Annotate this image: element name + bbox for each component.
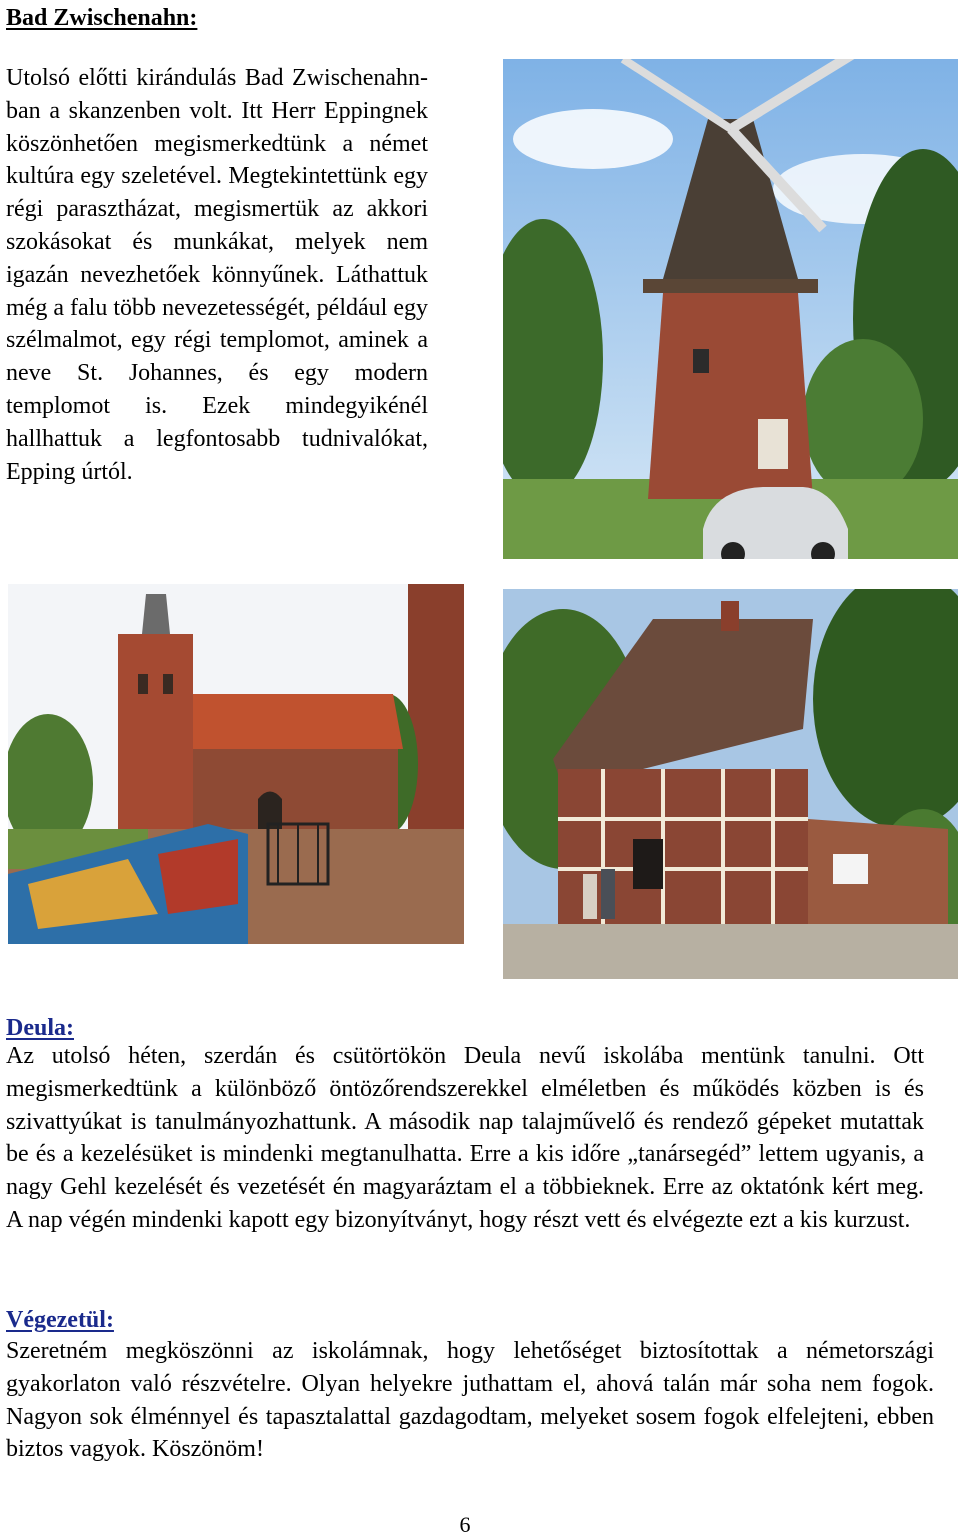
- paragraph-bad-zwischenahn: Utolsó előtti kirándulás Bad Zwischenahn-ban a skanzenben volt. Itt Herr Eppingnek köszönhetően megismerkedtünk a német kultúra egy szeletével. Megtekintettünk egy régi parasztházat, megismertük az akkori szokásokat és munkákat, melyek nem igazán nevezhetőek könnyűnek. Láthattuk még a falu több nevezetességét, például egy szélmalmot, egy régi templomot, aminek a neve St. Johannes, és egy modern templomot is. Ezek mindegyikénél hallhattuk a legfontosabb tudnivalókat, Epping úrtól.: [6, 65, 428, 485]
- paragraph-deula: Az utolsó héten, szerdán és csütörtökön Deula nevű iskolába mentünk tanulni. Ott megismerkedtünk a különböző öntözőrendszerekkel elméletben és működés közben is és szivattyúkat is tanulmányozhattunk. A második nap talajművelő és rendező gépeket mutattak be és a kezelésüket is mindenki megtanulhatta. Erre a kis időre „tanársegéd” lettem ugyanis, a nagy Gehl kezelését és vezetését én magyaráztam el a többieknek. Erre az oktatónk kért meg. A nap végén mindenki kapott egy bizonyítványt, hogy részt vett és elvégezte ezt a kis kurzust.: [6, 1043, 924, 1233]
- section-heading-vegezetul: Végezetül:: [6, 1307, 114, 1333]
- page-number: 6: [459, 1512, 471, 1537]
- section-heading-deula: Deula:: [6, 1015, 74, 1041]
- farmhouse-photo: [503, 589, 958, 979]
- section-heading-bad-zwischenahn: Bad Zwischenahn:: [6, 5, 198, 31]
- windmill-photo: [503, 59, 958, 559]
- church-photo: [8, 584, 464, 944]
- paragraph-vegezetul: Szeretném megköszönni az iskolámnak, hogy lehetőséget biztosítottak a németországi gyakorlaton való részvételre. Olyan helyekre juthattam el, ahová talán már soha nem fogok. Nagyon sok élménnyel és tapasztalattal gazdagodtam, melyeket sosem fogok elfelejteni, ebben biztos vagyok. Köszönöm!: [6, 1338, 934, 1463]
